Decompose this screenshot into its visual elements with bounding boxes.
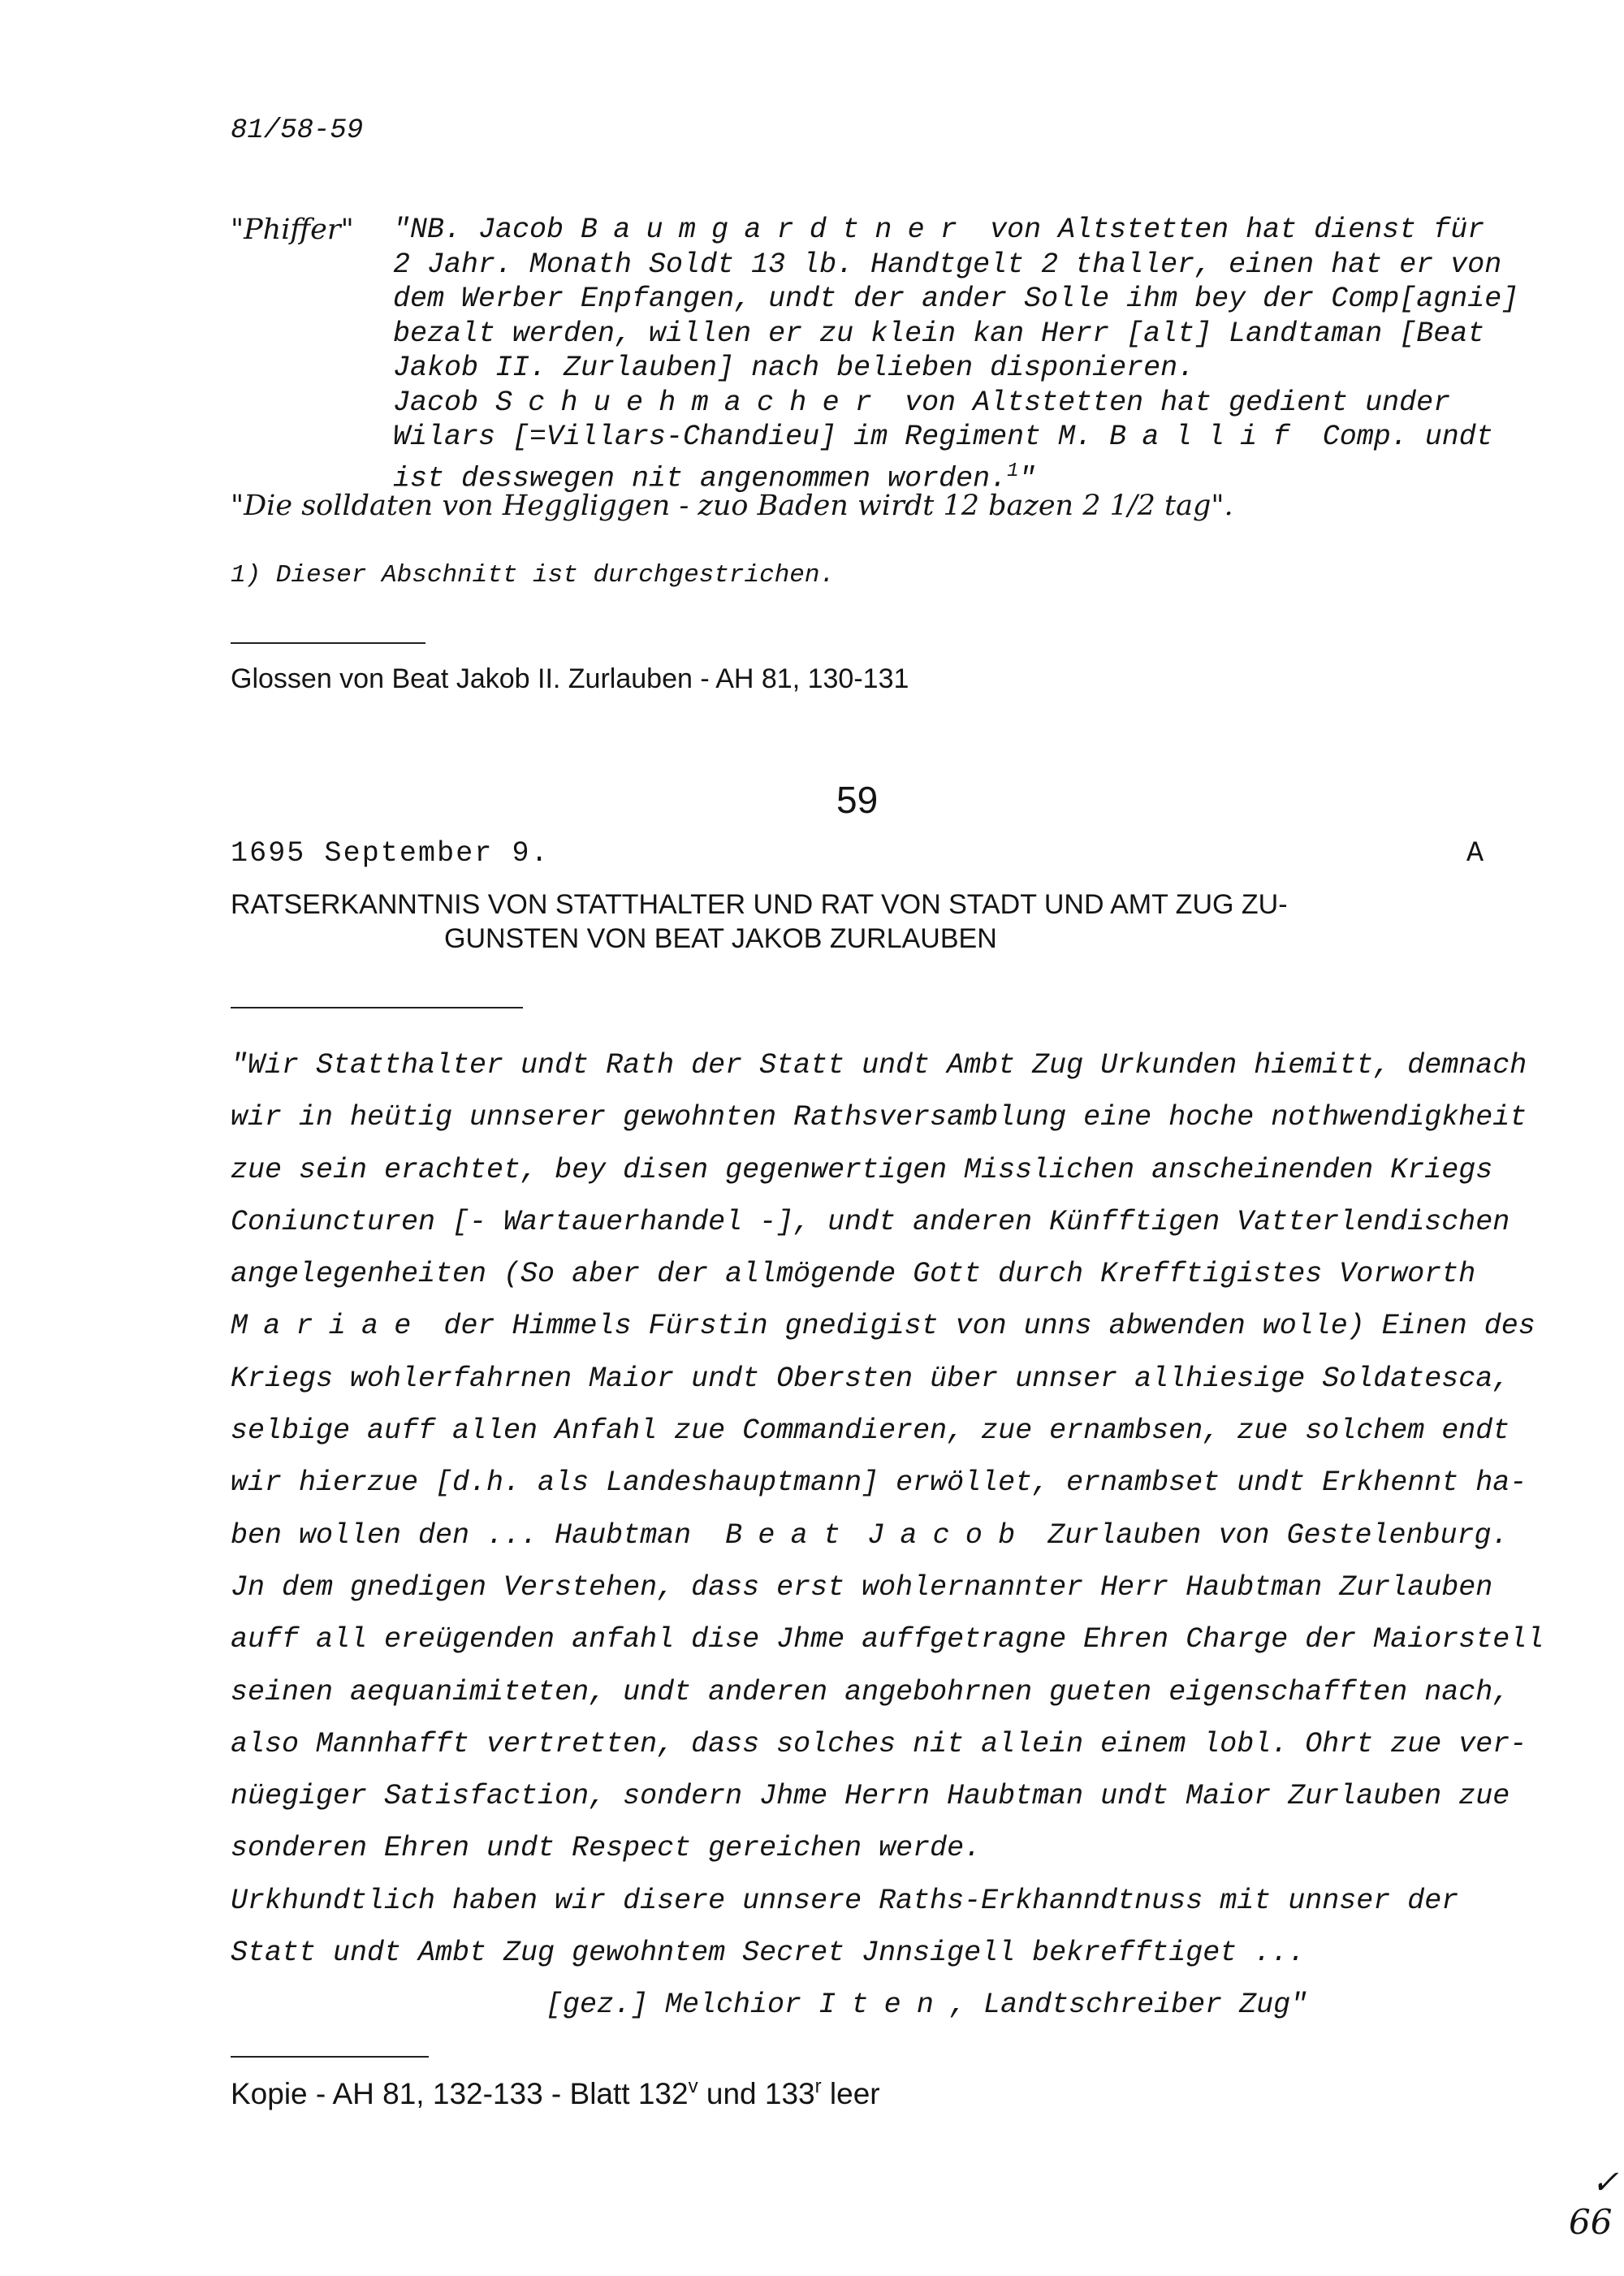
- checkmark-icon: ✓: [1592, 2164, 1619, 2201]
- charter-line: seinen aequanimiteten, undt anderen angebohrnen gueten eigenschafften nach,: [231, 1675, 1510, 1708]
- name-spaced-jacob: Jacob: [867, 1518, 1031, 1552]
- charter-line: Mariae der Himmels Fürstin gnedigist von unns abwenden wolle) Einen des: [231, 1310, 1535, 1343]
- name-spaced-ballif: Ballif: [1109, 421, 1306, 453]
- document-number: 59: [836, 779, 879, 821]
- charter-line: wir hierzue [d.h. als Landeshauptmann] erwöllet, ernambset undt Erkhennt ha-: [231, 1466, 1527, 1500]
- document-heading-line2: GUNSTEN VON BEAT JAKOB ZURLAUBEN: [444, 923, 997, 954]
- handwritten-page-number: 66: [1569, 2202, 1613, 2242]
- charter-line: sonderen Ehren undt Respect gereichen werde.: [231, 1832, 982, 1865]
- document-date: 1695 September 9.: [231, 837, 550, 870]
- name-spaced-iten: Iten: [818, 1989, 950, 2022]
- document-type-letter: A: [1466, 837, 1484, 870]
- signature-line: [gez.] Melchior Iten, Landtschreiber Zug": [546, 1989, 1308, 2022]
- footnote-text: 1) Dieser Abschnitt ist durchgestrichen.: [231, 561, 836, 590]
- name-spaced-baumgardtner: Baumgardtner: [581, 214, 974, 246]
- charter-line: "Wir Statthalter undt Rath der Statt undt Ambt Zug Urkunden hiemitt, demnach: [231, 1049, 1527, 1082]
- charter-line: Urkhundtlich haben wir disere unnsere Raths-Erkhanndtnuss mit unnser der: [231, 1884, 1459, 1917]
- source-caption: Glossen von Beat Jakob II. Zurlauben - AH 81, 130-131: [231, 663, 909, 694]
- separator-rule: [231, 1007, 523, 1008]
- separator-rule: [231, 642, 425, 644]
- charter-line: also Mannhafft vertretten, dass solches nit allein einem lobl. Ohrt zue ver-: [231, 1727, 1527, 1760]
- gloss-line: Jacob Schuehmacher von Altstetten hat gedient under: [393, 386, 1451, 419]
- charter-line: zue sein erachtet, bey disen gegenwertigen Misslichen anscheinenden Kriegs: [231, 1153, 1493, 1186]
- document-heading-line1: RATSERKANNTNIS VON STATTHALTER UND RAT VON STADT UND AMT ZUG ZU-: [231, 889, 1288, 920]
- name-spaced-mariae: Mariae: [231, 1310, 427, 1343]
- charter-line: wir in heütig unnserer gewohnten Rathsversamblung eine hoche nothwendigkheit: [231, 1101, 1527, 1134]
- charter-line: auff all ereügenden anfahl dise Jhme auffgetragne Ehren Charge der Maiorstell: [231, 1623, 1544, 1656]
- charter-line: Coniuncturen [- Wartauerhandel -], undt anderen Künfftigen Vatterlendischen: [231, 1205, 1510, 1238]
- gloss-line: ist desswegen nit angenommen worden.$^1$": [393, 460, 1036, 495]
- charter-line: selbige auff allen Anfahl zue Commandieren, zue ernambsen, zue solchem endt: [231, 1414, 1510, 1448]
- quote-label-phiffer: "Phiffer": [231, 214, 354, 246]
- charter-line: nüegiger Satisfaction, sondern Jhme Herrn Haubtman undt Maior Zurlauben zue: [231, 1780, 1510, 1813]
- gloss-line: 2 Jahr. Monath Soldt 13 lb. Handtgelt 2 thaller, einen hat er von: [393, 248, 1502, 281]
- gloss-quote-block: [393, 213, 1518, 496]
- charter-line: Jn dem gnedigen Verstehen, dass erst wohlernannter Herr Haubtman Zurlauben: [231, 1570, 1493, 1604]
- gloss-line: "NB. Jacob Baumgardtner von Altstetten hat dienst für: [393, 214, 1485, 246]
- charter-line: ben wollen den ... Haubtman Beat Jacob Zurlauben von Gestelenburg.: [231, 1518, 1509, 1552]
- soldaten-line: "Die solldaten von Heggliggen - zuo Baden wirdt 12 bazen 2 1/2 tag".: [231, 490, 1233, 522]
- gloss-line: bezalt werden, willen er zu klein kan Herr [alt] Landtaman [Beat: [393, 317, 1485, 350]
- footnote-marker: 1: [1007, 460, 1019, 482]
- charter-line: Kriegs wohlerfahrnen Maior undt Obersten über unnser allhiesige Soldatesca,: [231, 1362, 1510, 1395]
- gloss-line: Jakob II. Zurlauben] nach belieben disponieren.: [393, 352, 1195, 384]
- name-spaced-schuehmacher: Schuehmacher: [495, 386, 888, 419]
- charter-line: angelegenheiten (So aber der allmögende Gott durch Krefftigistes Vorworth: [231, 1258, 1476, 1291]
- charter-text-block: [231, 1039, 1544, 2032]
- gloss-line: dem Werber Enpfangen, undt der ander Solle ihm bey der Comp[agnie]: [393, 283, 1519, 315]
- separator-rule: [231, 2056, 429, 2058]
- charter-line: Statt undt Ambt Zug gewohntem Secret Jnnsigell bekrefftiget ...: [231, 1937, 1306, 1970]
- archive-reference: 81/58-59: [231, 115, 364, 146]
- copy-source-caption: Kopie - AH 81, 132-133 - Blatt 132$^v$ und 133$^r$ leer: [231, 2075, 880, 2110]
- gloss-line: Wilars [=Villars-Chandieu] im Regiment M. Ballif Comp. undt: [393, 421, 1493, 453]
- name-spaced-beat: Beat: [725, 1518, 857, 1552]
